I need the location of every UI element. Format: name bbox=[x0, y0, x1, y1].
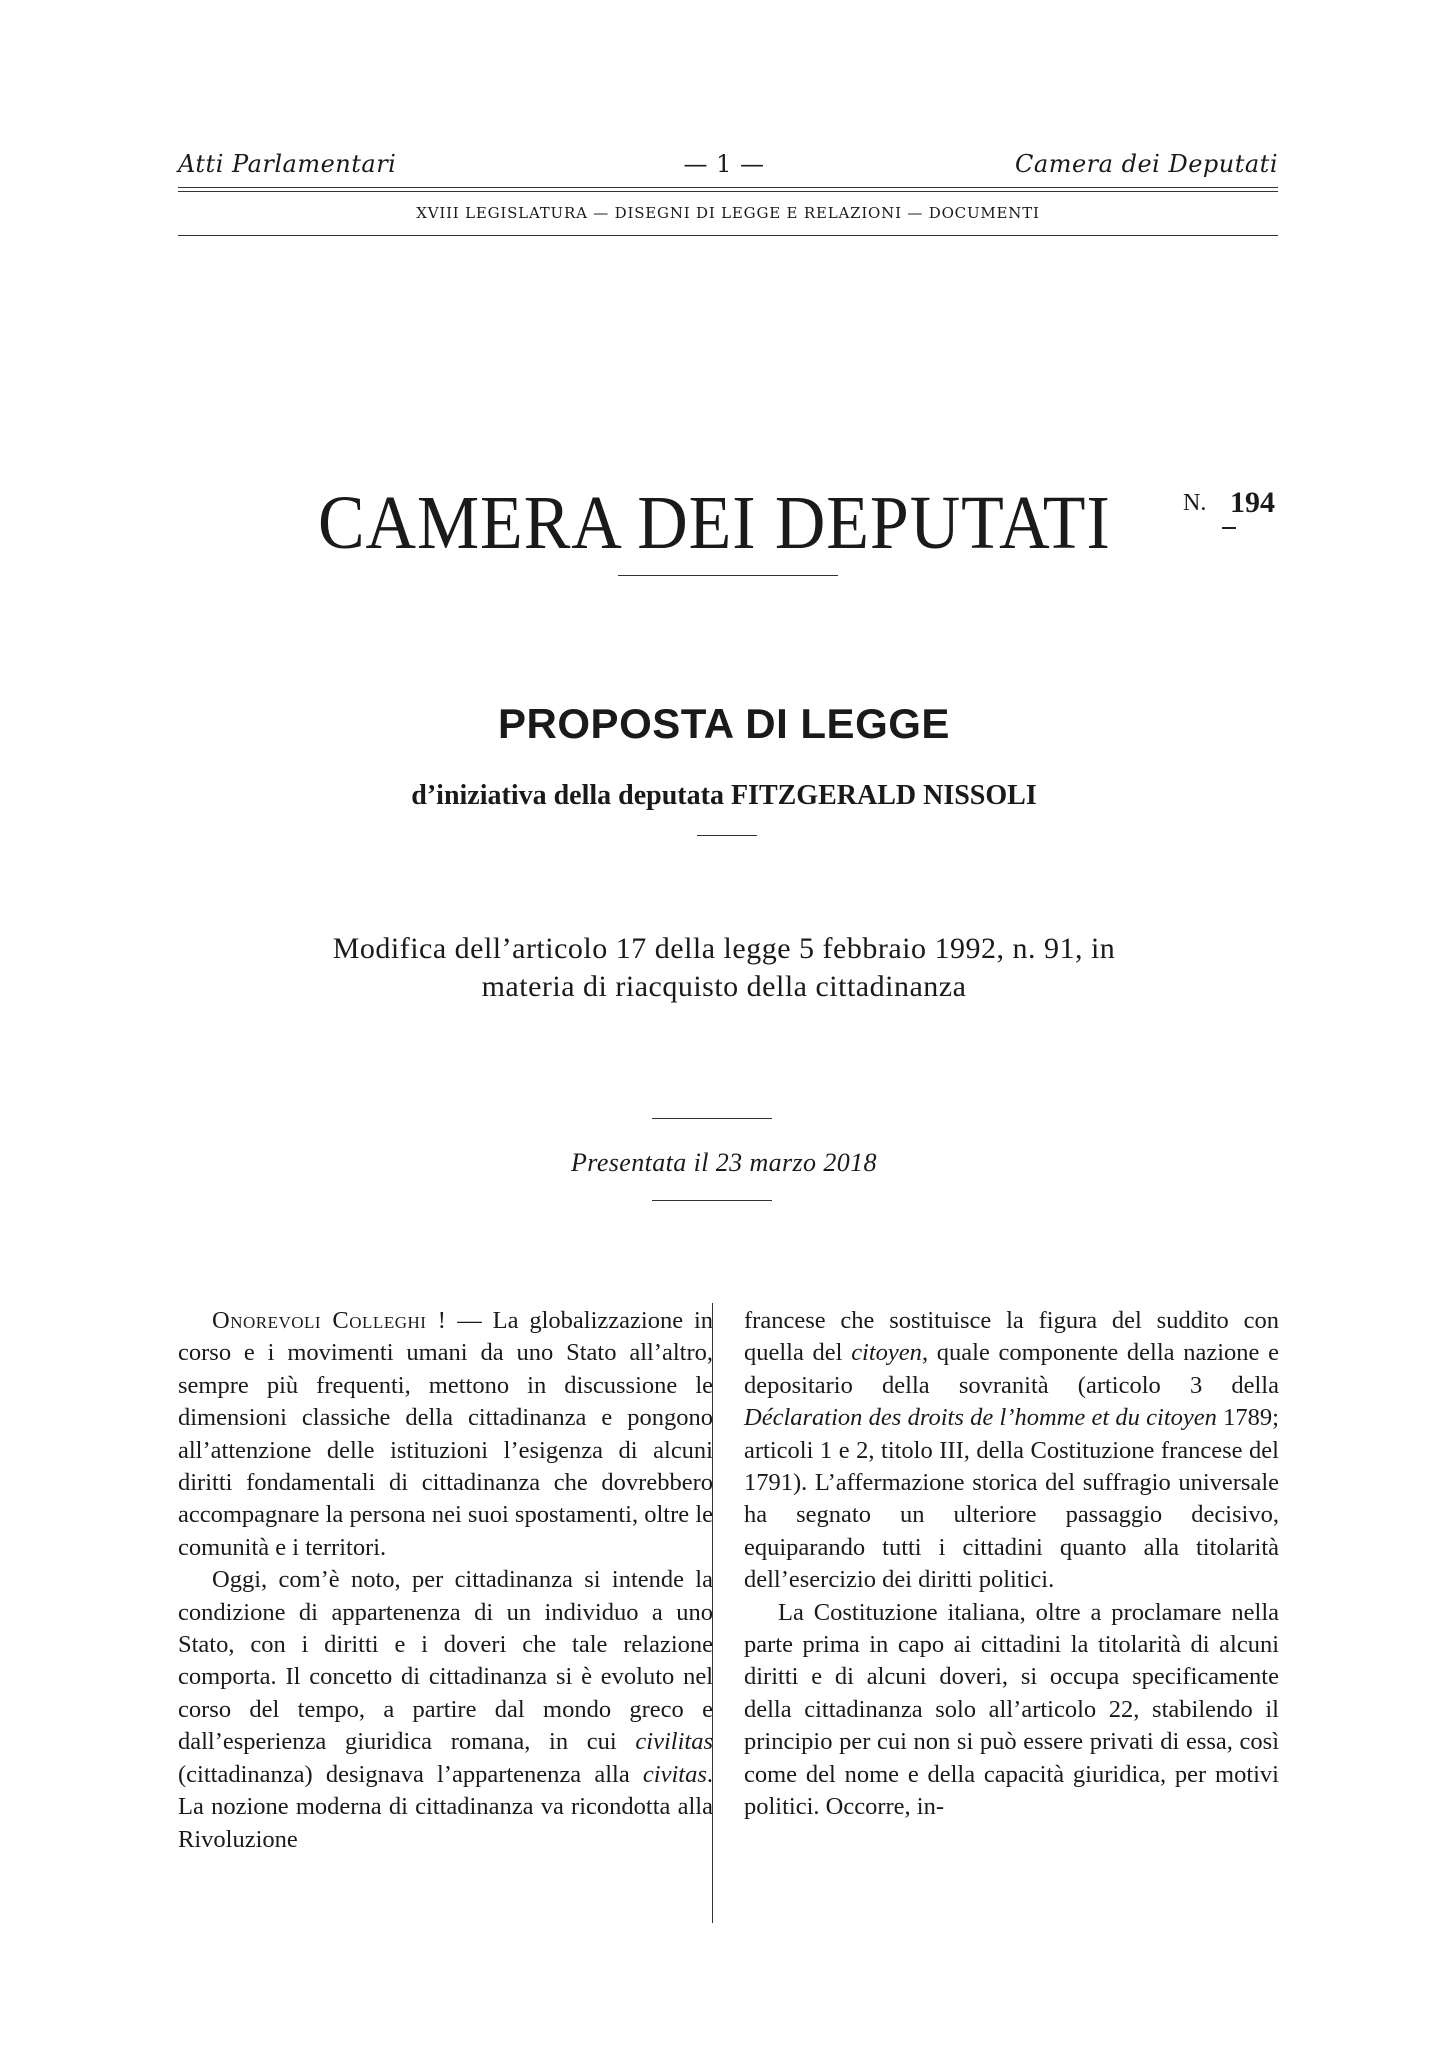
body-paragraph: Onorevoli Colleghi ! — La globalizzazione in corso e i movimenti umani da uno Stato all’altro, sempre più frequenti, mettono in discussione le dimensioni classiche della cittadinanza e pongono all’attenzione delle istituzioni l’esigenza di alcuni diritti fondamentali di cittadinanza che dovrebbero accompagnare la persona nei suoi spostamenti, oltre le comunità e i territori. bbox=[178, 1307, 713, 1561]
initiative-rule bbox=[697, 835, 757, 836]
header-subtitle: XVIII LEGISLATURA — DISEGNI DI LEGGE E RELAZIONI — DOCUMENTI bbox=[416, 204, 1040, 222]
bill-number: 194 bbox=[1230, 486, 1275, 519]
body-paragraph: La Costituzione italiana, oltre a proclamare nella parte prima in capo ai cittadini la titolarità di alcuni diritti e di alcuni doveri, si occupa specificamente della cittadinanza solo all’articolo 22, stabilendo il principio per cui non si può essere privati di essa, così come del nome e della capacità giuridica, per motivi politici. Occorre, in- bbox=[744, 1598, 1279, 1821]
body-paragraph: francese che sostituisce la figura del suddito con quella del citoyen, quale componente della nazione e depositario della sovranità (articolo 3 della Déclaration des droits de l’homme et du citoyen 1789; articoli 1 e 2, titolo III, della Costituzione francese del 1791). L’affermazione storica del suffragio universale ha segnato un ulteriore passaggio decisivo, equiparando tutti i cittadini quanto alla titolarità dell’esercizio dei diritti politici. bbox=[744, 1307, 1279, 1594]
header-right: Camera dei Deputati bbox=[1015, 150, 1278, 178]
column-divider bbox=[712, 1303, 713, 1923]
body-column-left bbox=[178, 1305, 713, 1856]
bill-number-label: N. bbox=[1183, 490, 1207, 516]
body-column-right bbox=[744, 1305, 1279, 1824]
bill-type: PROPOSTA DI LEGGE bbox=[498, 700, 950, 747]
header-rule bbox=[178, 235, 1278, 236]
bill-subject bbox=[200, 930, 1248, 1006]
bill-number-underline bbox=[1222, 527, 1236, 529]
salutation: Onorevoli Colleghi ! bbox=[212, 1307, 447, 1334]
presented-date: Presentata il 23 marzo 2018 bbox=[571, 1148, 877, 1177]
bill-subject-line2: materia di riacquisto della cittadinanza bbox=[481, 970, 967, 1003]
body-paragraph: Oggi, com’è noto, per cittadinanza si intende la condizione di appartenenza di un individuo a uno Stato, con i diritti e i doveri che tale relazione comporta. Il concetto di cittadinanza si è evoluto nel corso del tempo, a partire dal mondo greco e dall’esperienza giuridica romana, in cui civilitas (cittadinanza) designava l’appartenenza alla civitas. La nozione moderna di cittadinanza va ricondotta alla Rivoluzione bbox=[178, 1566, 713, 1853]
bill-initiative: d’iniziativa della deputata FITZGERALD NISSOLI bbox=[411, 780, 1037, 811]
page-number: — 1 — bbox=[683, 150, 765, 178]
header-left: Atti Parlamentari bbox=[178, 150, 397, 178]
title-rule bbox=[618, 575, 838, 576]
bill-subject-line1: Modifica dell’articolo 17 della legge 5 febbraio 1992, n. 91, in bbox=[332, 932, 1116, 965]
presented-rule-top bbox=[652, 1118, 772, 1119]
chamber-title: CAMERA DEI DEPUTATI bbox=[318, 481, 1111, 565]
header-double-rule bbox=[178, 187, 1278, 192]
presented-rule-bottom bbox=[652, 1200, 772, 1201]
